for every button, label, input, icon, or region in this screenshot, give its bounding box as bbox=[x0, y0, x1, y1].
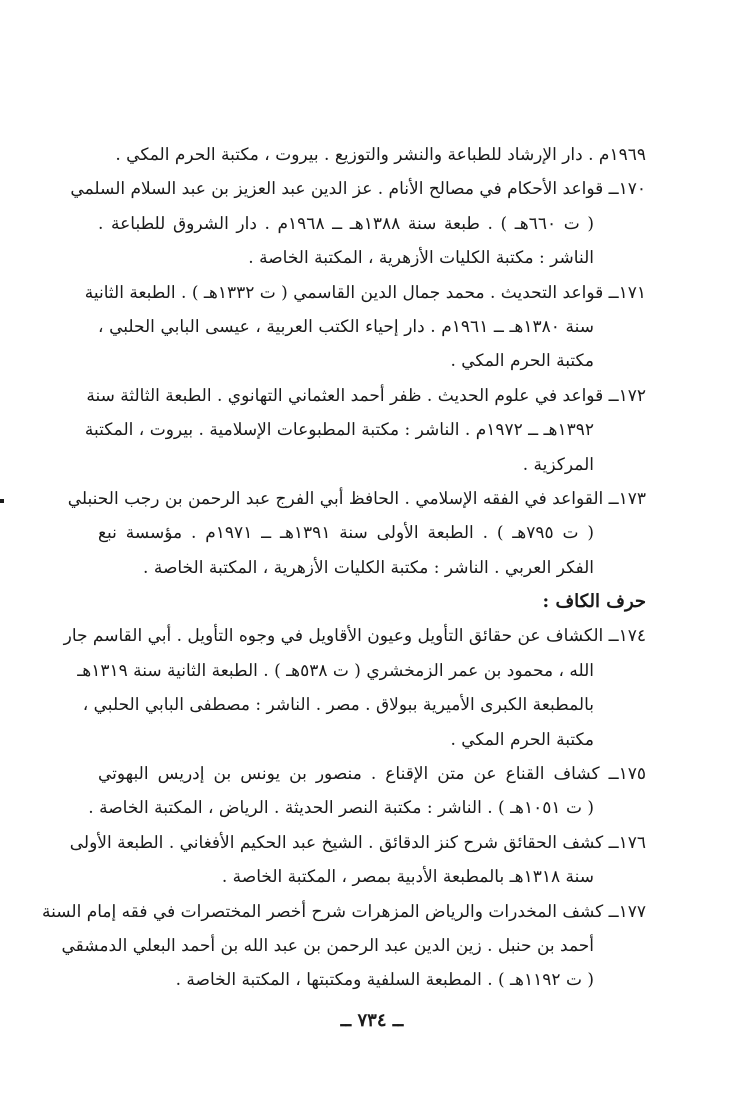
document-page bbox=[42, 138, 646, 998]
bibliography-entry bbox=[67, 482, 646, 585]
text-line: مكتبة الحرم المكي . bbox=[450, 729, 594, 750]
text-line: ١٧٦ــ كشف الحقائق شرح كنز الدقائق . الشيخ عبد الحكيم الأفغاني . الطبعة الأولى bbox=[69, 832, 646, 853]
text-line: سنة ١٣٨٠هـ ــ ١٩٦١م . دار إحياء الكتب العربية ، عيسى البابي الحلبي ، bbox=[98, 316, 594, 337]
bibliography-entry bbox=[63, 619, 646, 757]
bibliography-entry bbox=[42, 895, 646, 998]
text-line: ١٧٥ــ كشاف القناع عن متن الإقناع . منصور بن يونس بن إدريس البهوتي bbox=[98, 764, 646, 785]
bibliography-list-before bbox=[67, 172, 646, 585]
bibliography-entry bbox=[84, 276, 646, 379]
text-line: ١٩٦٩م . دار الإرشاد للطباعة والنشر والتوزيع . بيروت ، مكتبة الحرم المكي . bbox=[115, 145, 646, 165]
text-line: ( ت ١٠٥١هـ ) . الناشر : مكتبة النصر الحديثة . الرياض ، المكتبة الخاصة . bbox=[88, 798, 594, 819]
text-line: بالمطبعة الكبرى الأميرية ببولاق . مصر . الناشر : مصطفى البابي الحلبي ، bbox=[82, 695, 594, 716]
text-line: أحمد بن حنبل . زين الدين عبد الرحمن بن عبد الله بن أحمد البعلي الدمشقي bbox=[61, 935, 594, 956]
text-line: ( ت ١١٩٢هـ ) . المطبعة السلفية ومكتبتها ، المكتبة الخاصة . bbox=[175, 970, 594, 991]
text-line: ١٣٩٢هـ ــ ١٩٧٢م . الناشر : مكتبة المطبوعات الإسلامية . بيروت ، المكتبة bbox=[84, 420, 594, 441]
margin-mark bbox=[0, 499, 4, 503]
bibliography-entry bbox=[69, 826, 646, 895]
lead-text bbox=[98, 138, 646, 172]
bibliography-entry bbox=[70, 172, 646, 275]
text-line: ( ت ٧٩٥هـ ) . الطبعة الأولى سنة ١٣٩١هـ ــ ١٩٧١م . مؤسسة نبع bbox=[98, 523, 594, 544]
text-line: ( ت ٦٦٠هـ ) . طبعة سنة ١٣٨٨هـ ــ ١٩٦٨م . دار الشروق للطباعة . bbox=[98, 213, 594, 234]
bibliography-list-after bbox=[42, 619, 646, 997]
text-line: ١٧٤ــ الكشاف عن حقائق التأويل وعيون الأقاويل في وجوه التأويل . أبي القاسم جار bbox=[63, 626, 646, 647]
text-line: ١٧٣ــ القواعد في الفقه الإسلامي . الحافظ أبي الفرج عبد الرحمن بن رجب الحنبلي bbox=[67, 488, 646, 509]
text-line: ١٧٧ــ كشف المخدرات والرياض المزهرات شرح أخصر المختصرات في فقه إمام السنة bbox=[42, 901, 646, 922]
text-line: مكتبة الحرم المكي . bbox=[450, 351, 594, 372]
bibliography-entry bbox=[88, 757, 646, 826]
text-line: سنة ١٣١٨هـ بالمطبعة الأدبية بمصر ، المكتبة الخاصة . bbox=[221, 867, 594, 888]
text-line: الناشر : مكتبة الكليات الأزهرية ، المكتبة الخاصة . bbox=[248, 248, 594, 269]
bibliography-entry bbox=[84, 379, 646, 482]
text-line: الله ، محمود بن عمر الزمخشري ( ت ٥٣٨هـ ) . الطبعة الثانية سنة ١٣١٩هـ bbox=[77, 660, 594, 681]
text-line: ١٧٠ــ قواعد الأحكام في مصالح الأنام . عز الدين عبد العزيز بن عبد السلام السلمي bbox=[70, 179, 646, 200]
section-heading: حرف الكاف : bbox=[542, 591, 646, 613]
text-line: المركزية . bbox=[522, 454, 594, 475]
text-line: ١٧٢ــ قواعد في علوم الحديث . ظفر أحمد العثماني التهانوي . الطبعة الثالثة سنة bbox=[86, 385, 646, 406]
text-line: الفكر العربي . الناشر : مكتبة الكليات الأزهرية ، المكتبة الخاصة . bbox=[143, 557, 594, 578]
text-line: ١٧١ــ قواعد التحديث . محمد جمال الدين القاسمي ( ت ١٣٣٢هـ ) . الطبعة الثانية bbox=[84, 282, 646, 303]
page-number: ــ ٧٣٤ ــ bbox=[340, 1010, 404, 1031]
